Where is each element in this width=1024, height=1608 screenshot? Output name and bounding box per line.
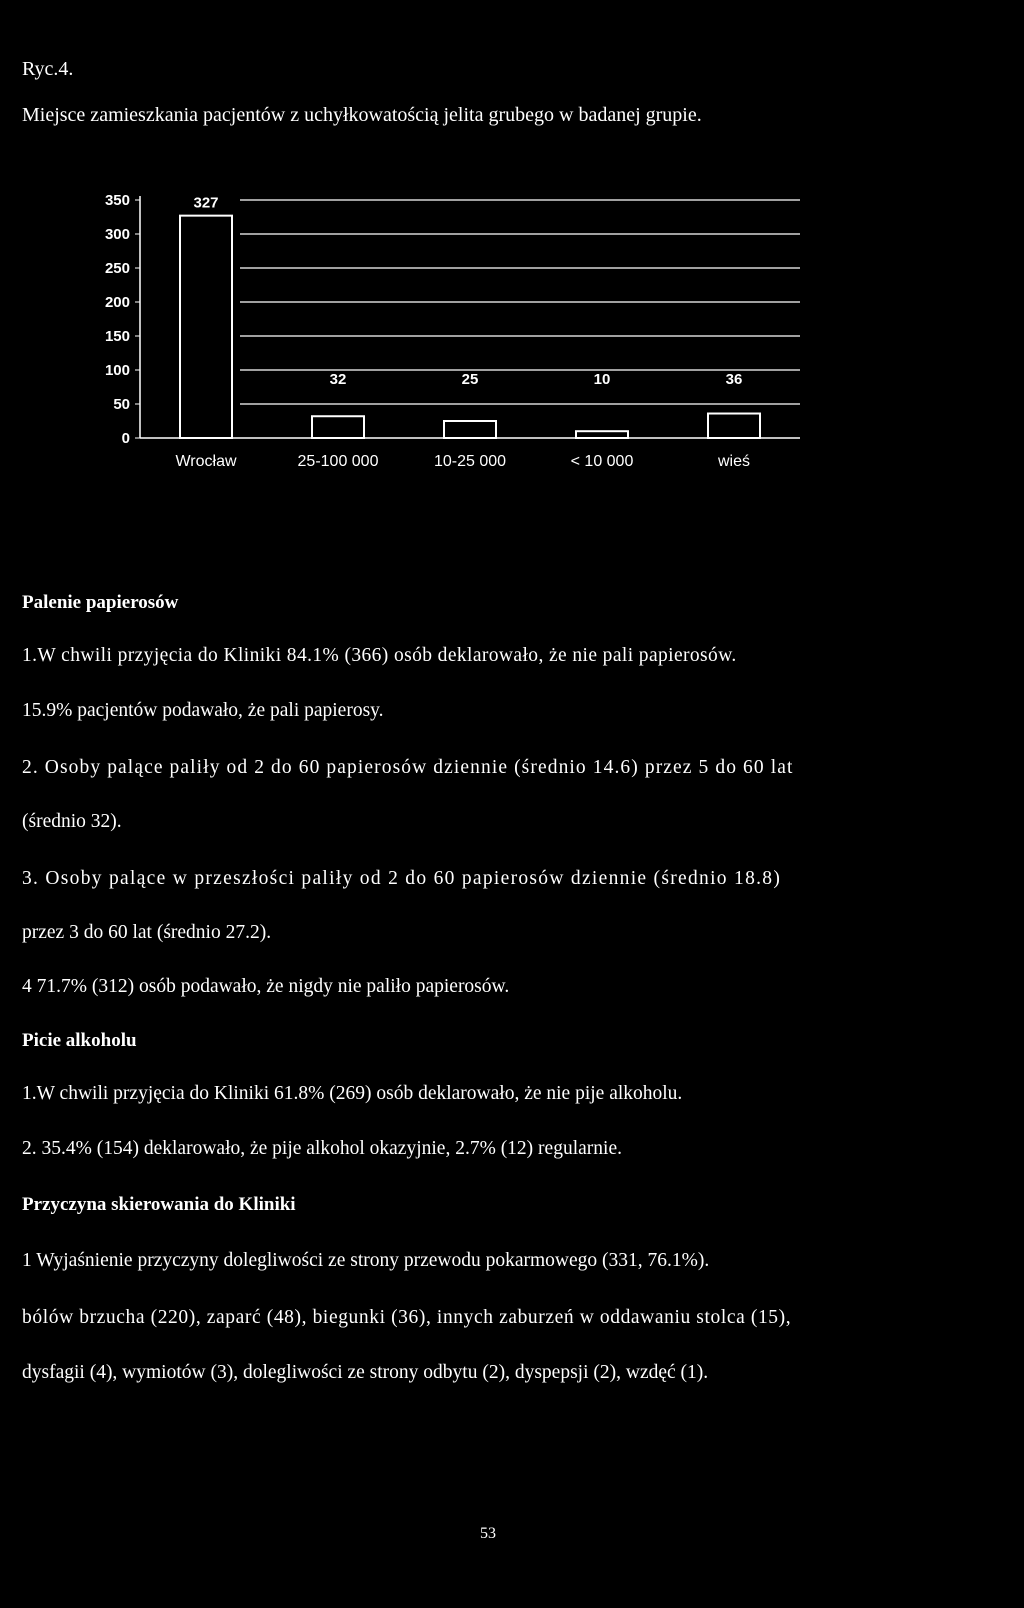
bar — [180, 216, 232, 438]
chart-gridlines — [240, 200, 800, 404]
smoking-paragraph-3: 2. Osoby palące paliły od 2 do 60 papierosów dziennie (średnio 14.6) przez 5 do 60 lat — [22, 757, 794, 778]
referral-paragraph-1: 1 Wyjaśnienie przyczyny dolegliwości ze strony przewodu pokarmowego (331, 76.1%). — [22, 1250, 710, 1271]
referral-paragraph-3: dysfagii (4), wymiotów (3), dolegliwości ze strony odbytu (2), dyspepsji (2), wzdęć (1). — [22, 1362, 709, 1383]
bar — [708, 414, 760, 438]
x-tick-label: 10-25 000 — [433, 453, 507, 470]
figure-label: Ryc.4. — [22, 58, 74, 80]
chart-bars — [180, 216, 760, 438]
y-tick-label: 0 — [121, 430, 130, 447]
x-tick-label: 25-100 000 — [297, 453, 379, 470]
smoking-paragraph-5: 3. Osoby palące w przeszłości paliły od 2 do 60 papierosów dziennie (średnio 18.8) — [22, 868, 782, 889]
y-tick-labels — [105, 192, 130, 447]
bar — [312, 416, 364, 438]
bar-value-label: 25 — [461, 371, 479, 388]
referral-paragraph-2: bólów brzucha (220), zaparć (48), biegunki (36), innych zaburzeń w oddawaniu stolca (15), — [22, 1307, 792, 1328]
bar-value-label: 10 — [593, 371, 611, 388]
bar-value-label: 327 — [193, 194, 219, 212]
section-heading-alcohol: Picie alkoholu — [22, 1030, 137, 1051]
section-heading-referral: Przyczyna skierowania do Kliniki — [22, 1194, 296, 1215]
bar-value-label: 32 — [329, 371, 347, 388]
chart-axes — [135, 196, 800, 438]
alcohol-paragraph-1: 1.W chwili przyjęcia do Kliniki 61.8% (269) osób deklarowało, że nie pije alkoholu. — [22, 1083, 683, 1104]
y-tick-label: 250 — [104, 260, 130, 277]
x-tick-label: Wrocław — [175, 453, 237, 470]
bar — [576, 431, 628, 438]
alcohol-paragraph-2: 2. 35.4% (154) deklarowało, że pije alkohol okazyjnie, 2.7% (12) regularnie. — [22, 1138, 622, 1159]
x-tick-label: < 10 000 — [570, 453, 634, 470]
y-tick-label: 100 — [104, 362, 130, 379]
bar-value-labels — [193, 195, 742, 388]
y-tick-label: 150 — [104, 328, 130, 345]
y-tick-label: 350 — [104, 192, 130, 209]
smoking-paragraph-2: 15.9% pacjentów podawało, że pali papierosy. — [22, 700, 384, 721]
smoking-paragraph-6: przez 3 do 60 lat (średnio 27.2). — [22, 922, 272, 943]
smoking-paragraph-1: 1.W chwili przyjęcia do Kliniki 84.1% (366) osób deklarowało, że nie pali papierosów. — [22, 645, 737, 666]
bar — [444, 421, 496, 438]
x-tick-labels — [175, 453, 750, 470]
page-number: 53 — [480, 1525, 496, 1542]
smoking-paragraph-7: 4 71.7% (312) osób podawało, że nigdy nie paliło papierosów. — [22, 976, 510, 997]
y-tick-label: 50 — [113, 396, 130, 413]
section-heading-smoking: Palenie papierosów — [22, 592, 179, 613]
bar-chart — [0, 160, 1024, 480]
smoking-paragraph-4: (średnio 32). — [22, 811, 122, 832]
x-tick-label: wieś — [717, 453, 751, 470]
y-tick-label: 200 — [104, 294, 130, 311]
figure-caption: Miejsce zamieszkania pacjentów z uchyłkowatością jelita grubego w badanej grupie. — [22, 104, 702, 126]
bar-value-label: 36 — [725, 371, 743, 388]
y-tick-label: 300 — [104, 226, 130, 243]
